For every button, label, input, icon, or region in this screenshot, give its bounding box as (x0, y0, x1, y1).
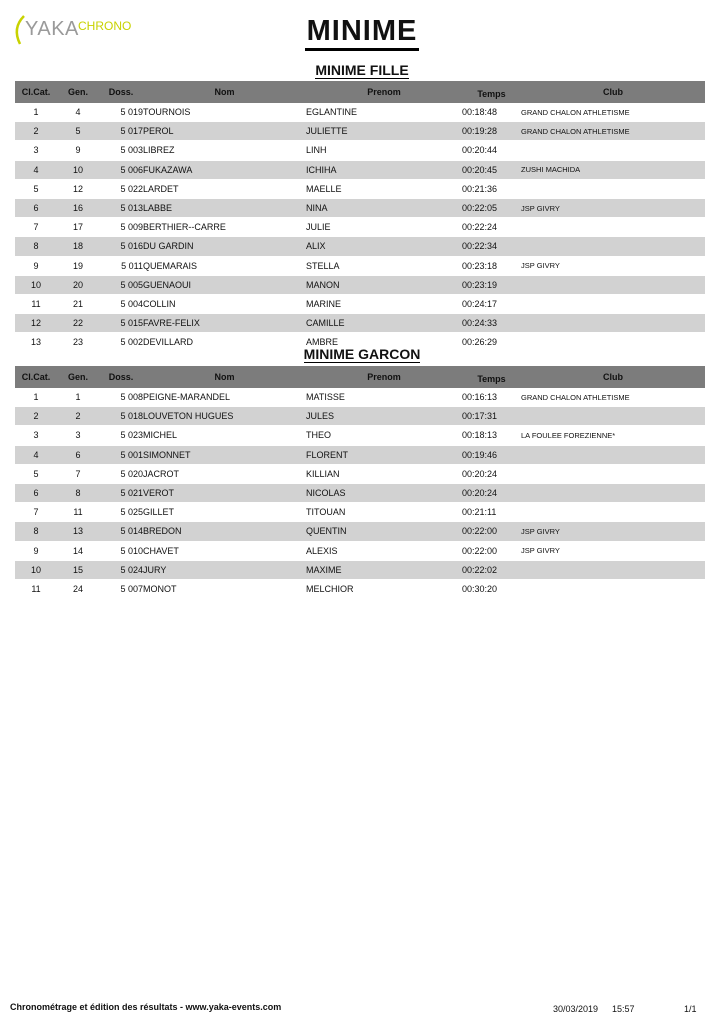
cell-nom: LABBE (143, 198, 306, 217)
cell-clcat: 11 (15, 579, 57, 598)
results-table-fille (15, 81, 705, 352)
table-row (15, 179, 705, 198)
footer-time: 15:57 (612, 1004, 635, 1014)
footer-date: 30/03/2019 (553, 1004, 599, 1014)
results-table-garcon (15, 366, 705, 599)
cell-temps: 00:17:31 (462, 407, 521, 426)
cell-prenom: NINA (306, 198, 462, 217)
cell-gen: 18 (57, 237, 99, 256)
cell-nom: VEROT (143, 483, 306, 502)
cell-prenom: MANON (306, 275, 462, 294)
cell-temps: 00:16:13 (462, 388, 521, 407)
cell-club: GRAND CHALON ATHLETISME (521, 122, 705, 141)
cell-gen: 2 (57, 407, 99, 426)
cell-gen: 19 (57, 256, 99, 275)
table-row (15, 426, 705, 445)
table-row (15, 141, 705, 160)
cell-gen: 22 (57, 314, 99, 333)
cell-nom: GILLET (143, 503, 306, 522)
cell-clcat: 13 (15, 333, 57, 352)
cell-clcat: 8 (15, 522, 57, 541)
cell-clcat: 6 (15, 198, 57, 217)
cell-nom: TOURNOIS (143, 103, 306, 122)
cell-doss: 5 022 (99, 179, 143, 198)
cell-prenom: QUENTIN (306, 522, 462, 541)
cell-nom: JURY (143, 560, 306, 579)
cell-clcat: 6 (15, 483, 57, 502)
cell-temps: 00:30:20 (462, 579, 521, 598)
cell-doss: 5 014 (99, 522, 143, 541)
cell-clcat: 9 (15, 256, 57, 275)
cell-temps: 00:24:17 (462, 294, 521, 313)
cell-prenom: KILLIAN (306, 464, 462, 483)
cell-clcat: 5 (15, 464, 57, 483)
cell-gen: 5 (57, 122, 99, 141)
table-row (15, 218, 705, 237)
cell-temps: 00:20:24 (462, 483, 521, 502)
cell-temps: 00:20:24 (462, 464, 521, 483)
cell-club (521, 314, 705, 333)
cell-clcat: 8 (15, 237, 57, 256)
cell-prenom: ICHIHA (306, 160, 462, 179)
cell-clcat: 9 (15, 541, 57, 560)
footer-page-number: 1/1 (684, 1004, 697, 1014)
cell-nom: FUKAZAWA (143, 160, 306, 179)
cell-doss: 5 005 (99, 275, 143, 294)
cell-doss: 5 008 (99, 388, 143, 407)
cell-doss: 5 009 (99, 218, 143, 237)
cell-temps: 00:20:45 (462, 160, 521, 179)
col-header-temps: Temps (462, 81, 521, 103)
table-row (15, 314, 705, 333)
cell-club (521, 464, 705, 483)
cell-gen: 24 (57, 579, 99, 598)
cell-gen: 4 (57, 103, 99, 122)
cell-doss: 5 006 (99, 160, 143, 179)
table-row (15, 560, 705, 579)
cell-temps: 00:22:00 (462, 541, 521, 560)
cell-nom: MICHEL (143, 426, 306, 445)
table-row (15, 407, 705, 426)
logo-chrono-text: CHRONO (78, 19, 132, 33)
table-row (15, 522, 705, 541)
cell-gen: 10 (57, 160, 99, 179)
table-row (15, 483, 705, 502)
cell-clcat: 3 (15, 426, 57, 445)
cell-doss: 5 010 (99, 541, 143, 560)
cell-doss: 5 003 (99, 141, 143, 160)
cell-prenom: THEO (306, 426, 462, 445)
cell-prenom: JULIE (306, 218, 462, 237)
cell-prenom: MAXIME (306, 560, 462, 579)
col-header-doss: Doss. (99, 366, 143, 388)
cell-gen: 8 (57, 483, 99, 502)
table-row (15, 122, 705, 141)
col-header-nom: Nom (143, 81, 306, 103)
cell-gen: 7 (57, 464, 99, 483)
table-row (15, 237, 705, 256)
cell-temps: 00:21:36 (462, 179, 521, 198)
cell-doss: 5 002 (99, 333, 143, 352)
cell-club: ZUSHI MACHIDA (521, 160, 705, 179)
table-row (15, 579, 705, 598)
cell-prenom: MARINE (306, 294, 462, 313)
cell-temps: 00:24:33 (462, 314, 521, 333)
cell-gen: 15 (57, 560, 99, 579)
col-header-gen: Gen. (57, 366, 99, 388)
cell-prenom: EGLANTINE (306, 103, 462, 122)
cell-temps: 00:22:05 (462, 198, 521, 217)
cell-clcat: 3 (15, 141, 57, 160)
cell-temps: 00:26:29 (462, 333, 521, 352)
cell-club (521, 579, 705, 598)
cell-club (521, 407, 705, 426)
col-header-club: Club (521, 366, 705, 388)
cell-club (521, 503, 705, 522)
cell-gen: 14 (57, 541, 99, 560)
cell-nom: QUEMARAIS (143, 256, 306, 275)
cell-doss: 5 019 (99, 103, 143, 122)
table-row (15, 275, 705, 294)
cell-temps: 00:21:11 (462, 503, 521, 522)
cell-clcat: 4 (15, 160, 57, 179)
cell-temps: 00:20:44 (462, 141, 521, 160)
cell-nom: FAVRE-FELIX (143, 314, 306, 333)
cell-club: JSP GIVRY (521, 198, 705, 217)
cell-doss: 5 004 (99, 294, 143, 313)
cell-club (521, 141, 705, 160)
cell-nom: LIBREZ (143, 141, 306, 160)
cell-doss: 5 018 (99, 407, 143, 426)
cell-temps: 00:18:48 (462, 103, 521, 122)
cell-nom: PEROL (143, 122, 306, 141)
cell-doss: 5 013 (99, 198, 143, 217)
section-title-fille: MINIME FILLE (315, 62, 409, 78)
cell-club (521, 294, 705, 313)
cell-club: GRAND CHALON ATHLETISME (521, 103, 705, 122)
cell-club (521, 237, 705, 256)
footer-credit: Chronométrage et édition des résultats - www.yaka-events.com (10, 1002, 282, 1012)
col-header-prenom: Prenom (306, 366, 462, 388)
cell-doss: 5 001 (99, 445, 143, 464)
page-title: MINIME (0, 14, 724, 51)
cell-doss: 5 021 (99, 483, 143, 502)
col-header-club: Club (521, 81, 705, 103)
cell-clcat: 12 (15, 314, 57, 333)
table-row (15, 256, 705, 275)
cell-prenom: CAMILLE (306, 314, 462, 333)
cell-club: LA FOULEE FOREZIENNE* (521, 426, 705, 445)
cell-doss: 5 007 (99, 579, 143, 598)
table-header-row (15, 366, 705, 388)
cell-prenom: JULES (306, 407, 462, 426)
cell-temps: 00:19:46 (462, 445, 521, 464)
cell-club (521, 275, 705, 294)
cell-temps: 00:19:28 (462, 122, 521, 141)
col-header-doss: Doss. (99, 81, 143, 103)
cell-gen: 13 (57, 522, 99, 541)
cell-clcat: 1 (15, 388, 57, 407)
cell-prenom: JULIETTE (306, 122, 462, 141)
cell-doss: 5 023 (99, 426, 143, 445)
cell-temps: 00:18:13 (462, 426, 521, 445)
cell-club (521, 218, 705, 237)
table-row (15, 198, 705, 217)
cell-prenom: ALIX (306, 237, 462, 256)
cell-club: JSP GIVRY (521, 522, 705, 541)
table-header-row (15, 81, 705, 103)
col-header-nom: Nom (143, 366, 306, 388)
cell-doss: 5 024 (99, 560, 143, 579)
table-row (15, 160, 705, 179)
cell-clcat: 4 (15, 445, 57, 464)
cell-nom: JACROT (143, 464, 306, 483)
cell-temps: 00:22:24 (462, 218, 521, 237)
cell-nom: BREDON (143, 522, 306, 541)
logo-yaka-text: YAKA (25, 18, 79, 40)
cell-clcat: 2 (15, 122, 57, 141)
table-row (15, 464, 705, 483)
cell-nom: COLLIN (143, 294, 306, 313)
cell-club: GRAND CHALON ATHLETISME (521, 388, 705, 407)
cell-club: JSP GIVRY (521, 541, 705, 560)
cell-clcat: 10 (15, 275, 57, 294)
cell-doss: 5 017 (99, 122, 143, 141)
cell-doss: 5 016 (99, 237, 143, 256)
cell-nom: MONOT (143, 579, 306, 598)
col-header-temps: Temps (462, 366, 521, 388)
cell-temps: 00:22:34 (462, 237, 521, 256)
cell-nom: PEIGNE-MARANDEL (143, 388, 306, 407)
cell-prenom: MAELLE (306, 179, 462, 198)
cell-club (521, 179, 705, 198)
cell-clcat: 5 (15, 179, 57, 198)
cell-temps: 00:22:00 (462, 522, 521, 541)
cell-doss: 5 020 (99, 464, 143, 483)
cell-nom: DU GARDIN (143, 237, 306, 256)
cell-temps: 00:23:19 (462, 275, 521, 294)
cell-nom: DEVILLARD (143, 333, 306, 352)
cell-club (521, 560, 705, 579)
col-header-gen: Gen. (57, 81, 99, 103)
cell-gen: 17 (57, 218, 99, 237)
cell-gen: 9 (57, 141, 99, 160)
cell-gen: 11 (57, 503, 99, 522)
col-header-clcat: Cl.Cat. (15, 366, 57, 388)
cell-prenom: TITOUAN (306, 503, 462, 522)
cell-temps: 00:22:02 (462, 560, 521, 579)
cell-doss: 5 025 (99, 503, 143, 522)
cell-doss: 5 015 (99, 314, 143, 333)
table-row (15, 103, 705, 122)
cell-nom: GUENAOUI (143, 275, 306, 294)
table-row (15, 541, 705, 560)
cell-clcat: 10 (15, 560, 57, 579)
cell-doss: 5 011 (99, 256, 143, 275)
cell-prenom: LINH (306, 141, 462, 160)
cell-gen: 6 (57, 445, 99, 464)
cell-club (521, 483, 705, 502)
cell-prenom: NICOLAS (306, 483, 462, 502)
cell-nom: BERTHIER--CARRE (143, 218, 306, 237)
section-title-garcon: MINIME GARCON (303, 346, 421, 362)
cell-club: JSP GIVRY (521, 256, 705, 275)
cell-gen: 1 (57, 388, 99, 407)
table-row (15, 294, 705, 313)
col-header-clcat: Cl.Cat. (15, 81, 57, 103)
cell-clcat: 2 (15, 407, 57, 426)
table-row (15, 445, 705, 464)
cell-nom: LOUVETON HUGUES (143, 407, 306, 426)
cell-club (521, 445, 705, 464)
cell-clcat: 7 (15, 503, 57, 522)
cell-gen: 20 (57, 275, 99, 294)
cell-prenom: ALEXIS (306, 541, 462, 560)
cell-nom: SIMONNET (143, 445, 306, 464)
cell-nom: CHAVET (143, 541, 306, 560)
cell-gen: 12 (57, 179, 99, 198)
col-header-prenom: Prenom (306, 81, 462, 103)
cell-prenom: MELCHIOR (306, 579, 462, 598)
cell-gen: 3 (57, 426, 99, 445)
cell-nom: LARDET (143, 179, 306, 198)
cell-clcat: 1 (15, 103, 57, 122)
cell-gen: 21 (57, 294, 99, 313)
table-row (15, 503, 705, 522)
cell-prenom: MATISSE (306, 388, 462, 407)
cell-prenom: FLORENT (306, 445, 462, 464)
table-row (15, 388, 705, 407)
cell-clcat: 11 (15, 294, 57, 313)
cell-prenom: AMBRE (306, 333, 462, 352)
cell-clcat: 7 (15, 218, 57, 237)
cell-gen: 23 (57, 333, 99, 352)
cell-temps: 00:23:18 (462, 256, 521, 275)
cell-gen: 16 (57, 198, 99, 217)
cell-prenom: STELLA (306, 256, 462, 275)
